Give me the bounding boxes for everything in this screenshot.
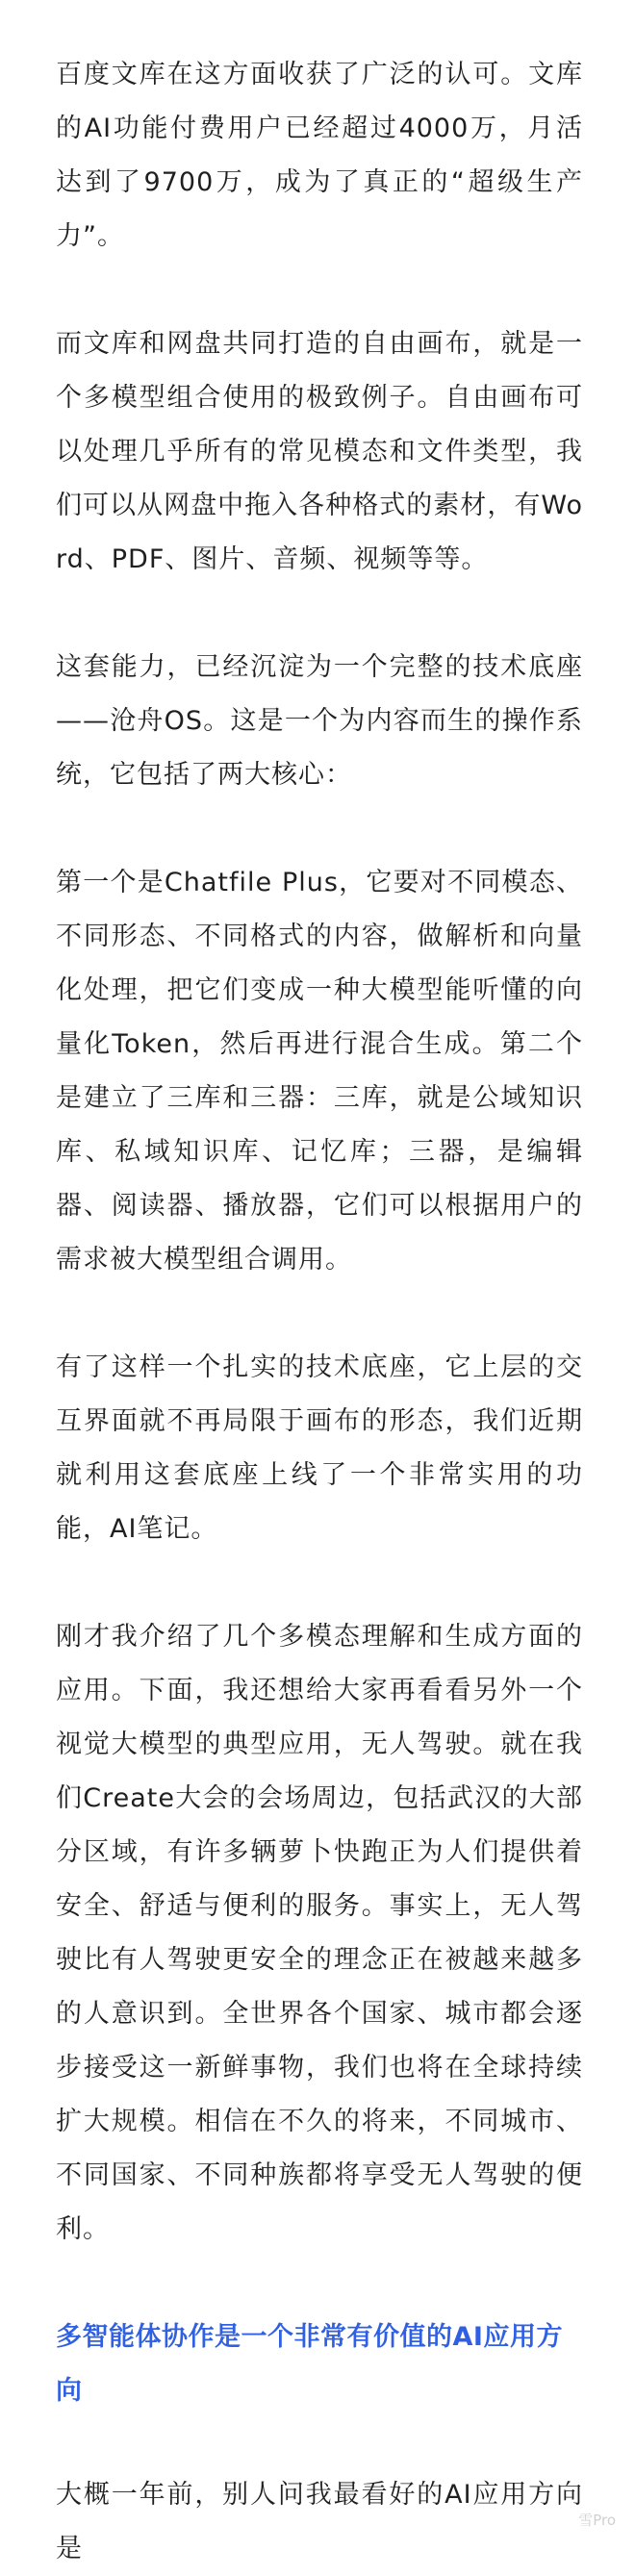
paragraph-autonomous-driving: 刚才我介绍了几个多模态理解和生成方面的应用。下面，我还想给大家再看看另外一个视觉大模型的典型应用，无人驾驶。就在我们Create大会的会场周边，包括武汉的大部分区域，有许多辆萝卜快跑正为人们提供着安全、舒适与便利的服务。事实上，无人驾驶比有人驾驶更安全的理念正在被越来越多的人意识到。全世界各个国家、城市都会逐步接受这一新鲜事物，我们也将在全球持续扩大规模。相信在不久的将来，不同城市、不同国家、不同种族都将享受无人驾驶的便利。 <box>56 1622 583 2244</box>
article-body <box>56 48 583 2576</box>
paragraph-wenku-recognition: 百度文库在这方面收获了广泛的认可。文库的AI功能付费用户已经超过4000万，月活达到了9700万，成为了真正的“超级生产力”。 <box>56 60 583 251</box>
paragraph-trailing: 大概一年前，别人问我最看好的AI应用方向是 <box>56 2480 583 2563</box>
paragraph-cangzhou-os: 这套能力，已经沉淀为一个完整的技术底座——沧舟OS。这是一个为内容而生的操作系统，它包括了两大核心： <box>56 652 583 790</box>
section-heading: 多智能体协作是一个非常有价值的AI应用方向 <box>56 2322 563 2406</box>
watermark: 雪Pro <box>578 2512 616 2529</box>
paragraph-ai-notes: 有了这样一个扎实的技术底座，它上层的交互界面就不再局限于画布的形态，我们近期就利用这套底座上线了一个非常实用的功能，AI笔记。 <box>56 1352 583 1544</box>
paragraph-free-canvas: 而文库和网盘共同打造的自由画布，就是一个多模型组合使用的极致例子。自由画布可以处理几乎所有的常见模态和文件类型，我们可以从网盘中拖入各种格式的素材，有Word、PDF、图片、音频、视频等等。 <box>56 329 583 574</box>
paragraph-chatfile-plus: 第一个是Chatfile Plus，它要对不同模态、不同形态、不同格式的内容，做解析和向量化处理，把它们变成一种大模型能听懂的向量化Token，然后再进行混合生成。第二个是建立了三库和三器：三库，就是公域知识库、私域知识库、记忆库；三器，是编辑器、阅读器、播放器，它们可以根据用户的需求被大模型组合调用。 <box>56 868 583 1275</box>
